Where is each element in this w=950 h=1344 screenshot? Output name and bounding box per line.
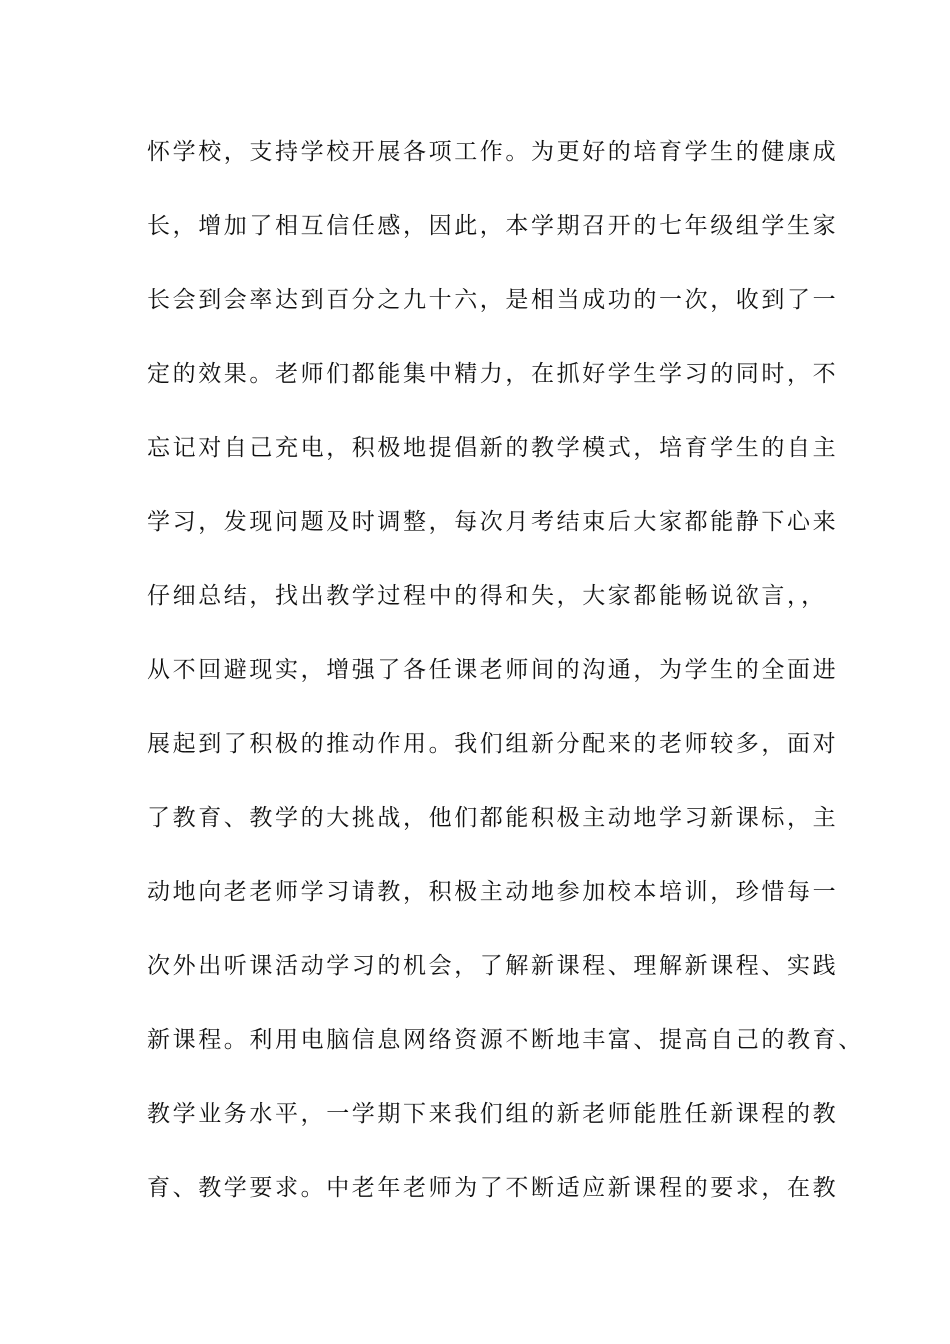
text-line: 长会到会率达到百分之九十六，是相当成功的一次，收到了一	[147, 287, 839, 313]
text-line: 展起到了积极的推动作用。我们组新分配来的老师较多，面对	[147, 731, 839, 757]
text-line: 新课程。利用电脑信息网络资源不断地丰富、提高自己的教育、	[147, 1027, 864, 1053]
text-line: 从不回避现实，增强了各任课老师间的沟通，为学生的全面进	[147, 657, 839, 683]
text-line: 动地向老老师学习请教，积极主动地参加校本培训，珍惜每一	[147, 879, 839, 905]
text-line: 教学业务水平，一学期下来我们组的新老师能胜任新课程的教	[147, 1101, 839, 1127]
document-body-text	[147, 133, 864, 1243]
text-line: 怀学校，支持学校开展各项工作。为更好的培育学生的健康成	[147, 139, 839, 165]
text-line: 仔细总结，找出教学过程中的得和失，大家都能畅说欲言，，	[147, 583, 827, 609]
text-line: 育、教学要求。中老年老师为了不断适应新课程的要求，在教	[147, 1175, 839, 1201]
text-line: 学习，发现问题及时调整，每次月考结束后大家都能静下心来	[147, 509, 839, 535]
text-line: 忘记对自己充电，积极地提倡新的教学模式，培育学生的自主	[147, 435, 839, 461]
text-line: 定的效果。老师们都能集中精力，在抓好学生学习的同时，不	[147, 361, 839, 387]
text-line: 长，增加了相互信任感，因此，本学期召开的七年级组学生家	[147, 213, 839, 239]
text-line: 次外出听课活动学习的机会，了解新课程、理解新课程、实践	[147, 953, 839, 979]
text-line: 了教育、教学的大挑战，他们都能积极主动地学习新课标，主	[147, 805, 839, 831]
